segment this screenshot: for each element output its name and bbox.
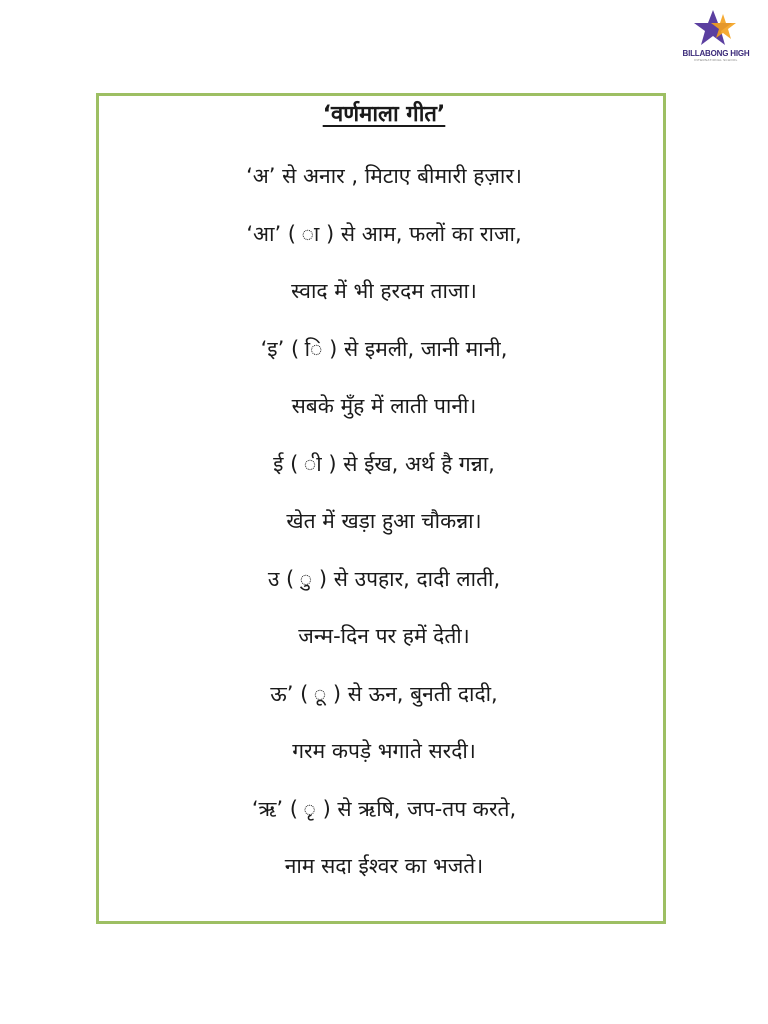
poem-line: ‘इ’ ( ि ) से इमली, जानी मानी, — [260, 336, 508, 361]
poem-line: ई ( ी ) से ईख, अर्थ है गन्ना, — [273, 451, 495, 476]
poem-line: ‘अ’ से अनार , मिटाए बीमारी हज़ार। — [246, 164, 522, 188]
poem-line: गरम कपड़े भगाते सरदी। — [292, 739, 476, 763]
logo-tagline: INTERNATIONAL SCHOOL — [694, 58, 738, 62]
poem-line: खेत में खड़ा हुआ चौकन्ना। — [286, 509, 482, 533]
poem-title-text: ‘वर्णमाला गीत’ — [322, 102, 446, 127]
star-logo-icon — [693, 8, 739, 48]
poem-line: उ ( ु ) से उपहार, दादी लाती, — [267, 566, 501, 591]
logo-name: BILLABONG HIGH — [682, 49, 750, 58]
poem-line: ऊ’ ( ू ) से ऊन, बुनती दादी, — [270, 681, 498, 706]
poem-line: ‘आ’ ( ा ) से आम, फलों का राजा, — [246, 221, 522, 246]
poem-line: जन्म-दिन पर हमें देती। — [298, 624, 470, 648]
poem-lines — [0, 158, 768, 906]
school-logo — [668, 8, 764, 70]
poem-title — [0, 100, 768, 130]
poem-line: स्वाद में भी हरदम ताजा। — [291, 279, 477, 303]
poem-line: ‘ऋ’ ( ृ ) से ऋषि, जप-तप करते, — [251, 796, 517, 821]
poem-line: नाम सदा ईश्वर का भजते। — [284, 854, 484, 878]
poem-line: सबके मुँह में लाती पानी। — [291, 394, 477, 418]
